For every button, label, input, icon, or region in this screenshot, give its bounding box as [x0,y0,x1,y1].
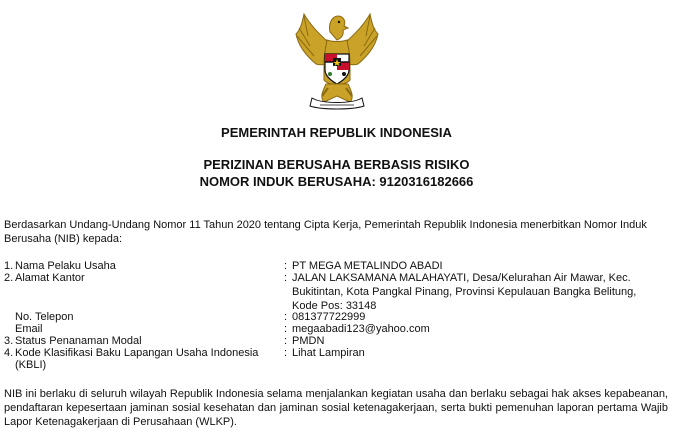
field-label: No. Telepon [15,311,74,323]
document-title: PEMERINTAH REPUBLIK INDONESIA [221,125,452,140]
field-value: PMDN [292,335,325,347]
field-number: 4. [4,347,14,359]
colon: : [284,323,288,335]
field-label: Email [15,323,43,335]
field-value: Lihat Lampiran [292,347,365,359]
field-label: Alamat Kantor [15,272,85,284]
field-value: megaabadi123@yahoo.com [292,323,430,335]
colon: : [284,347,288,359]
field-label-continued: (KBLI) [15,359,47,371]
field-label: Status Penanaman Modal [15,335,142,347]
closing-paragraph: NIB ini berlaku di seluruh wilayah Republik Indonesia selama menjalankan kegiatan usaha dan berlaku sebagai hak akses kepabeanan, pendaftaran kepesertaan jaminan sosial kesehatan dan jaminan sosial ketenagakerjaan, serta bukti pemenuhan laporan pertama Wajib Lapor Ketenagakerjaan di Perusahaan (WLKP). [4,388,668,428]
colon: : [284,311,288,323]
field-number: 1. [4,260,14,272]
intro-paragraph: Berdasarkan Undang-Undang Nomor 11 Tahun 2020 tentang Cipta Kerja, Pemerintah Republik Indonesia menerbitkan Nomor Induk Berusaha (NIB) kepada: [4,219,647,245]
field-label: Nama Pelaku Usaha [15,260,116,272]
garuda-pancasila-emblem-icon [282,6,392,112]
field-value: 081377722999 [292,311,366,323]
address-line-3: Kode Pos: 33148 [292,300,377,312]
address-line-2: Bukitintan, Kota Pangkal Pinang, Provinsi Kepulauan Bangka Belitung, [292,286,637,298]
document-subtitle: PERIZINAN BERUSAHA BERBASIS RISIKO [203,157,470,172]
field-number: 2. [4,272,14,284]
address-line-1: JALAN LAKSAMANA MALAHAYATI, Desa/Kelurahan Air Mawar, Kec. [292,272,631,284]
colon: : [284,272,288,284]
colon: : [284,260,288,272]
nib-number-heading: NOMOR INDUK BERUSAHA: 9120316182666 [199,174,474,189]
field-label: Kode Klasifikasi Baku Lapangan Usaha Indonesia [15,347,259,359]
field-value: PT MEGA METALINDO ABADI [292,260,443,272]
field-value-address [284,272,669,312]
colon: : [284,335,288,347]
field-number: 3. [4,335,14,347]
